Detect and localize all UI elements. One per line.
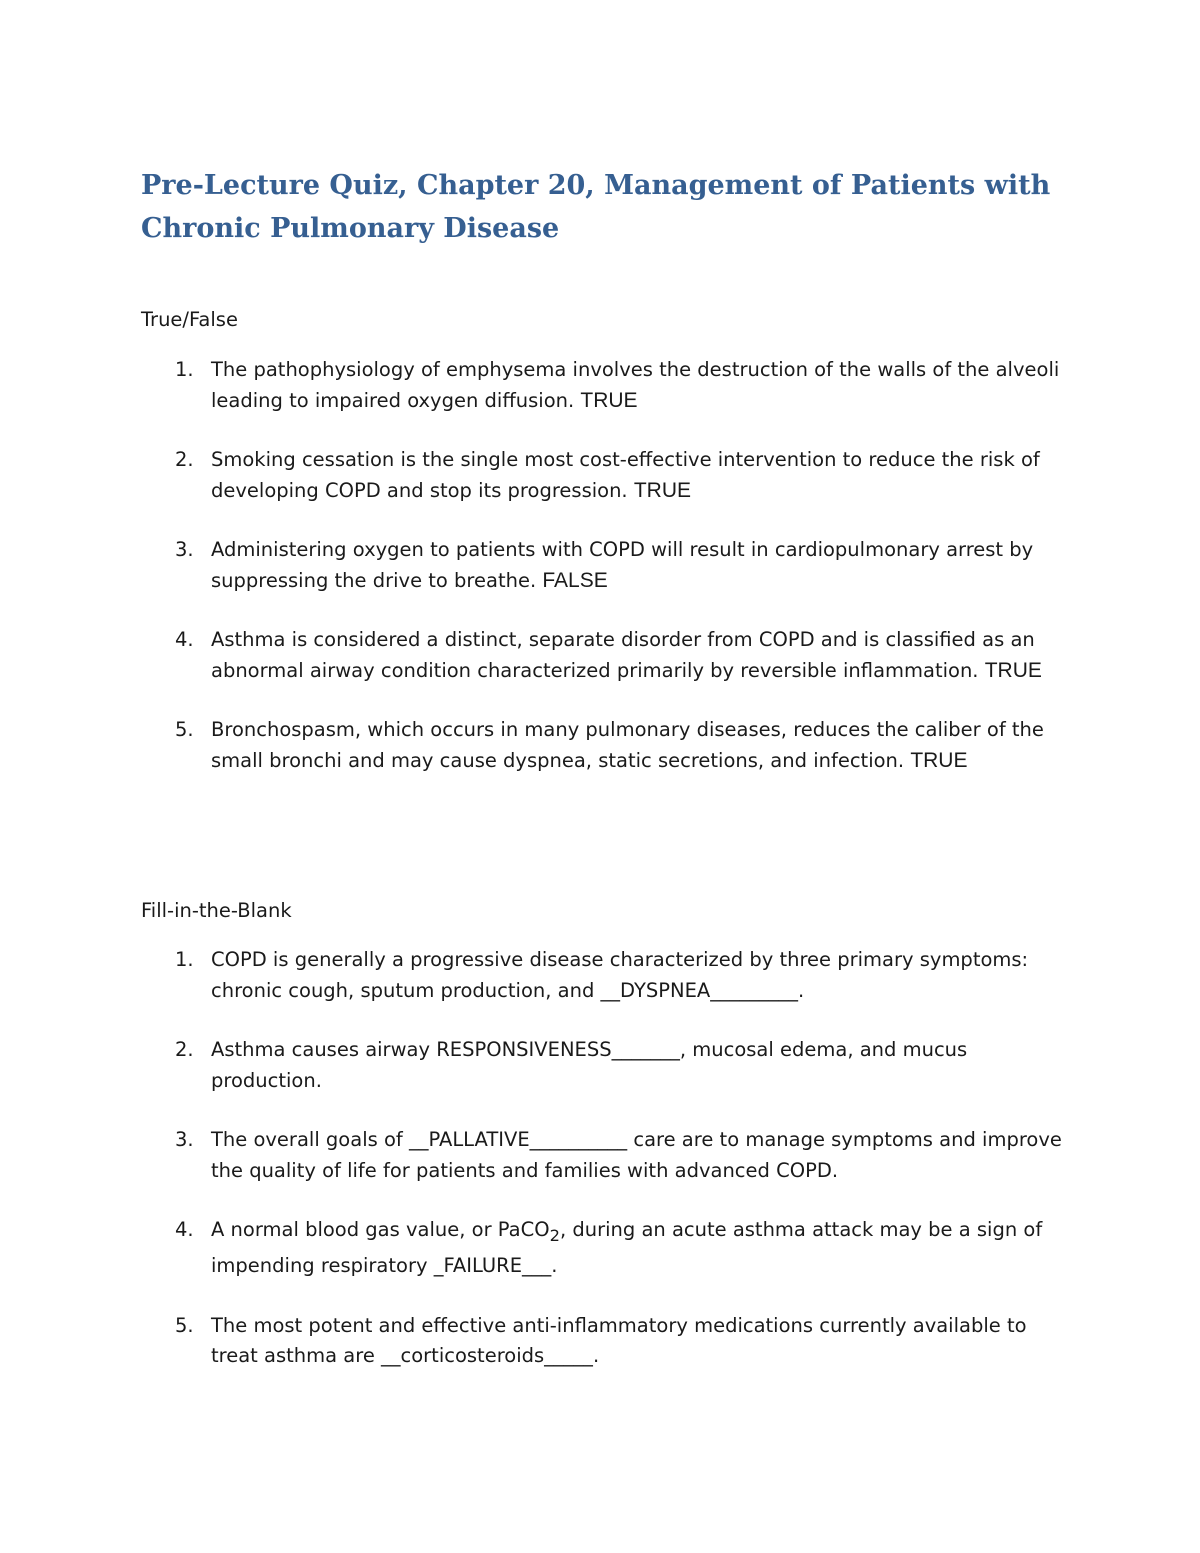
subscript: 2 — [549, 1225, 560, 1245]
question-number: 2. — [175, 448, 194, 471]
blank-answer: _FAILURE___ — [433, 1254, 552, 1278]
question-text-end: , mucosal edema, and mucus production. — [211, 1038, 968, 1092]
question-number: 1. — [175, 358, 194, 381]
section-heading-fill-in-the-blank: Fill-in-the-Blank — [141, 899, 292, 922]
question-text: The pathophysiology of emphysema involves the destruction of the walls of the alveoli leading to impaired oxygen diffusion. — [211, 358, 1060, 412]
answer-text: TRUE — [984, 658, 1042, 682]
question-text: Asthma is considered a distinct, separate disorder from COPD and is classified as an abnormal airway condition characterized primarily by reversible inflammation. — [211, 628, 1035, 682]
question-text: Bronchospasm, which occurs in many pulmonary diseases, reduces the caliber of the small bronchi and may cause dyspnea, static secretions, and infection. — [211, 718, 1044, 772]
list-item — [141, 1035, 1071, 1096]
fill-in-list — [141, 945, 1071, 1401]
answer-text: TRUE — [580, 388, 638, 412]
question-text: , during an acute asthma attack may be a sign of impending respiratory — [211, 1218, 1043, 1278]
question-text-end: . — [551, 1254, 558, 1278]
question-text-start: A normal blood gas value, or PaCO — [211, 1218, 550, 1241]
list-item — [141, 445, 1071, 506]
question-text: Asthma causes airway — [211, 1038, 437, 1061]
question-text: The overall goals of — [211, 1128, 409, 1151]
list-item — [141, 1215, 1071, 1282]
list-item — [141, 1125, 1071, 1186]
list-item — [141, 355, 1071, 416]
true-false-list — [141, 355, 1071, 805]
section-heading-true-false: True/False — [141, 308, 238, 331]
list-item — [141, 1311, 1071, 1372]
list-item — [141, 945, 1071, 1006]
answer-text: FALSE — [542, 568, 608, 592]
question-number: 3. — [175, 538, 194, 561]
blank-answer: RESPONSIVENESS_______ — [436, 1038, 680, 1061]
answer-text: TRUE — [633, 478, 692, 502]
question-text: Administering oxygen to patients with COPD will result in cardiopulmonary arrest by suppressing the drive to breathe. — [211, 538, 1034, 592]
question-number: 5. — [175, 718, 194, 741]
question-text: The most potent and effective anti-inflammatory medications currently available to treat asthma are — [211, 1313, 1027, 1368]
question-number: 4. — [175, 1218, 194, 1241]
question-text-end: . — [592, 1344, 600, 1368]
question-number: 4. — [175, 628, 194, 651]
blank-answer: __DYSPNEA_________ — [600, 978, 799, 1002]
question-text: COPD is generally a progressive disease characterized by three primary symptoms: chronic cough, sputum production, and — [211, 948, 1029, 1002]
question-number: 5. — [175, 1313, 194, 1337]
list-item — [141, 715, 1071, 776]
question-text-end: care are to manage symptoms and improve the quality of life for patients and families with advanced COPD. — [211, 1128, 1062, 1182]
blank-answer: __PALLATIVE__________ — [408, 1128, 628, 1151]
question-text: Smoking cessation is the single most cost-effective intervention to reduce the risk of developing COPD and stop its progression. — [211, 448, 1040, 502]
question-number: 1. — [175, 948, 194, 971]
list-item — [141, 535, 1071, 596]
question-number: 3. — [175, 1128, 194, 1151]
list-item — [141, 625, 1071, 686]
page-title: Pre-Lecture Quiz, Chapter 20, Management of Patients with Chronic Pulmonary Disease — [141, 170, 1051, 244]
question-text-end: . — [798, 978, 805, 1002]
answer-text: TRUE — [910, 748, 968, 772]
question-number: 2. — [175, 1038, 194, 1061]
blank-answer: __corticosteroids_____ — [381, 1344, 593, 1368]
